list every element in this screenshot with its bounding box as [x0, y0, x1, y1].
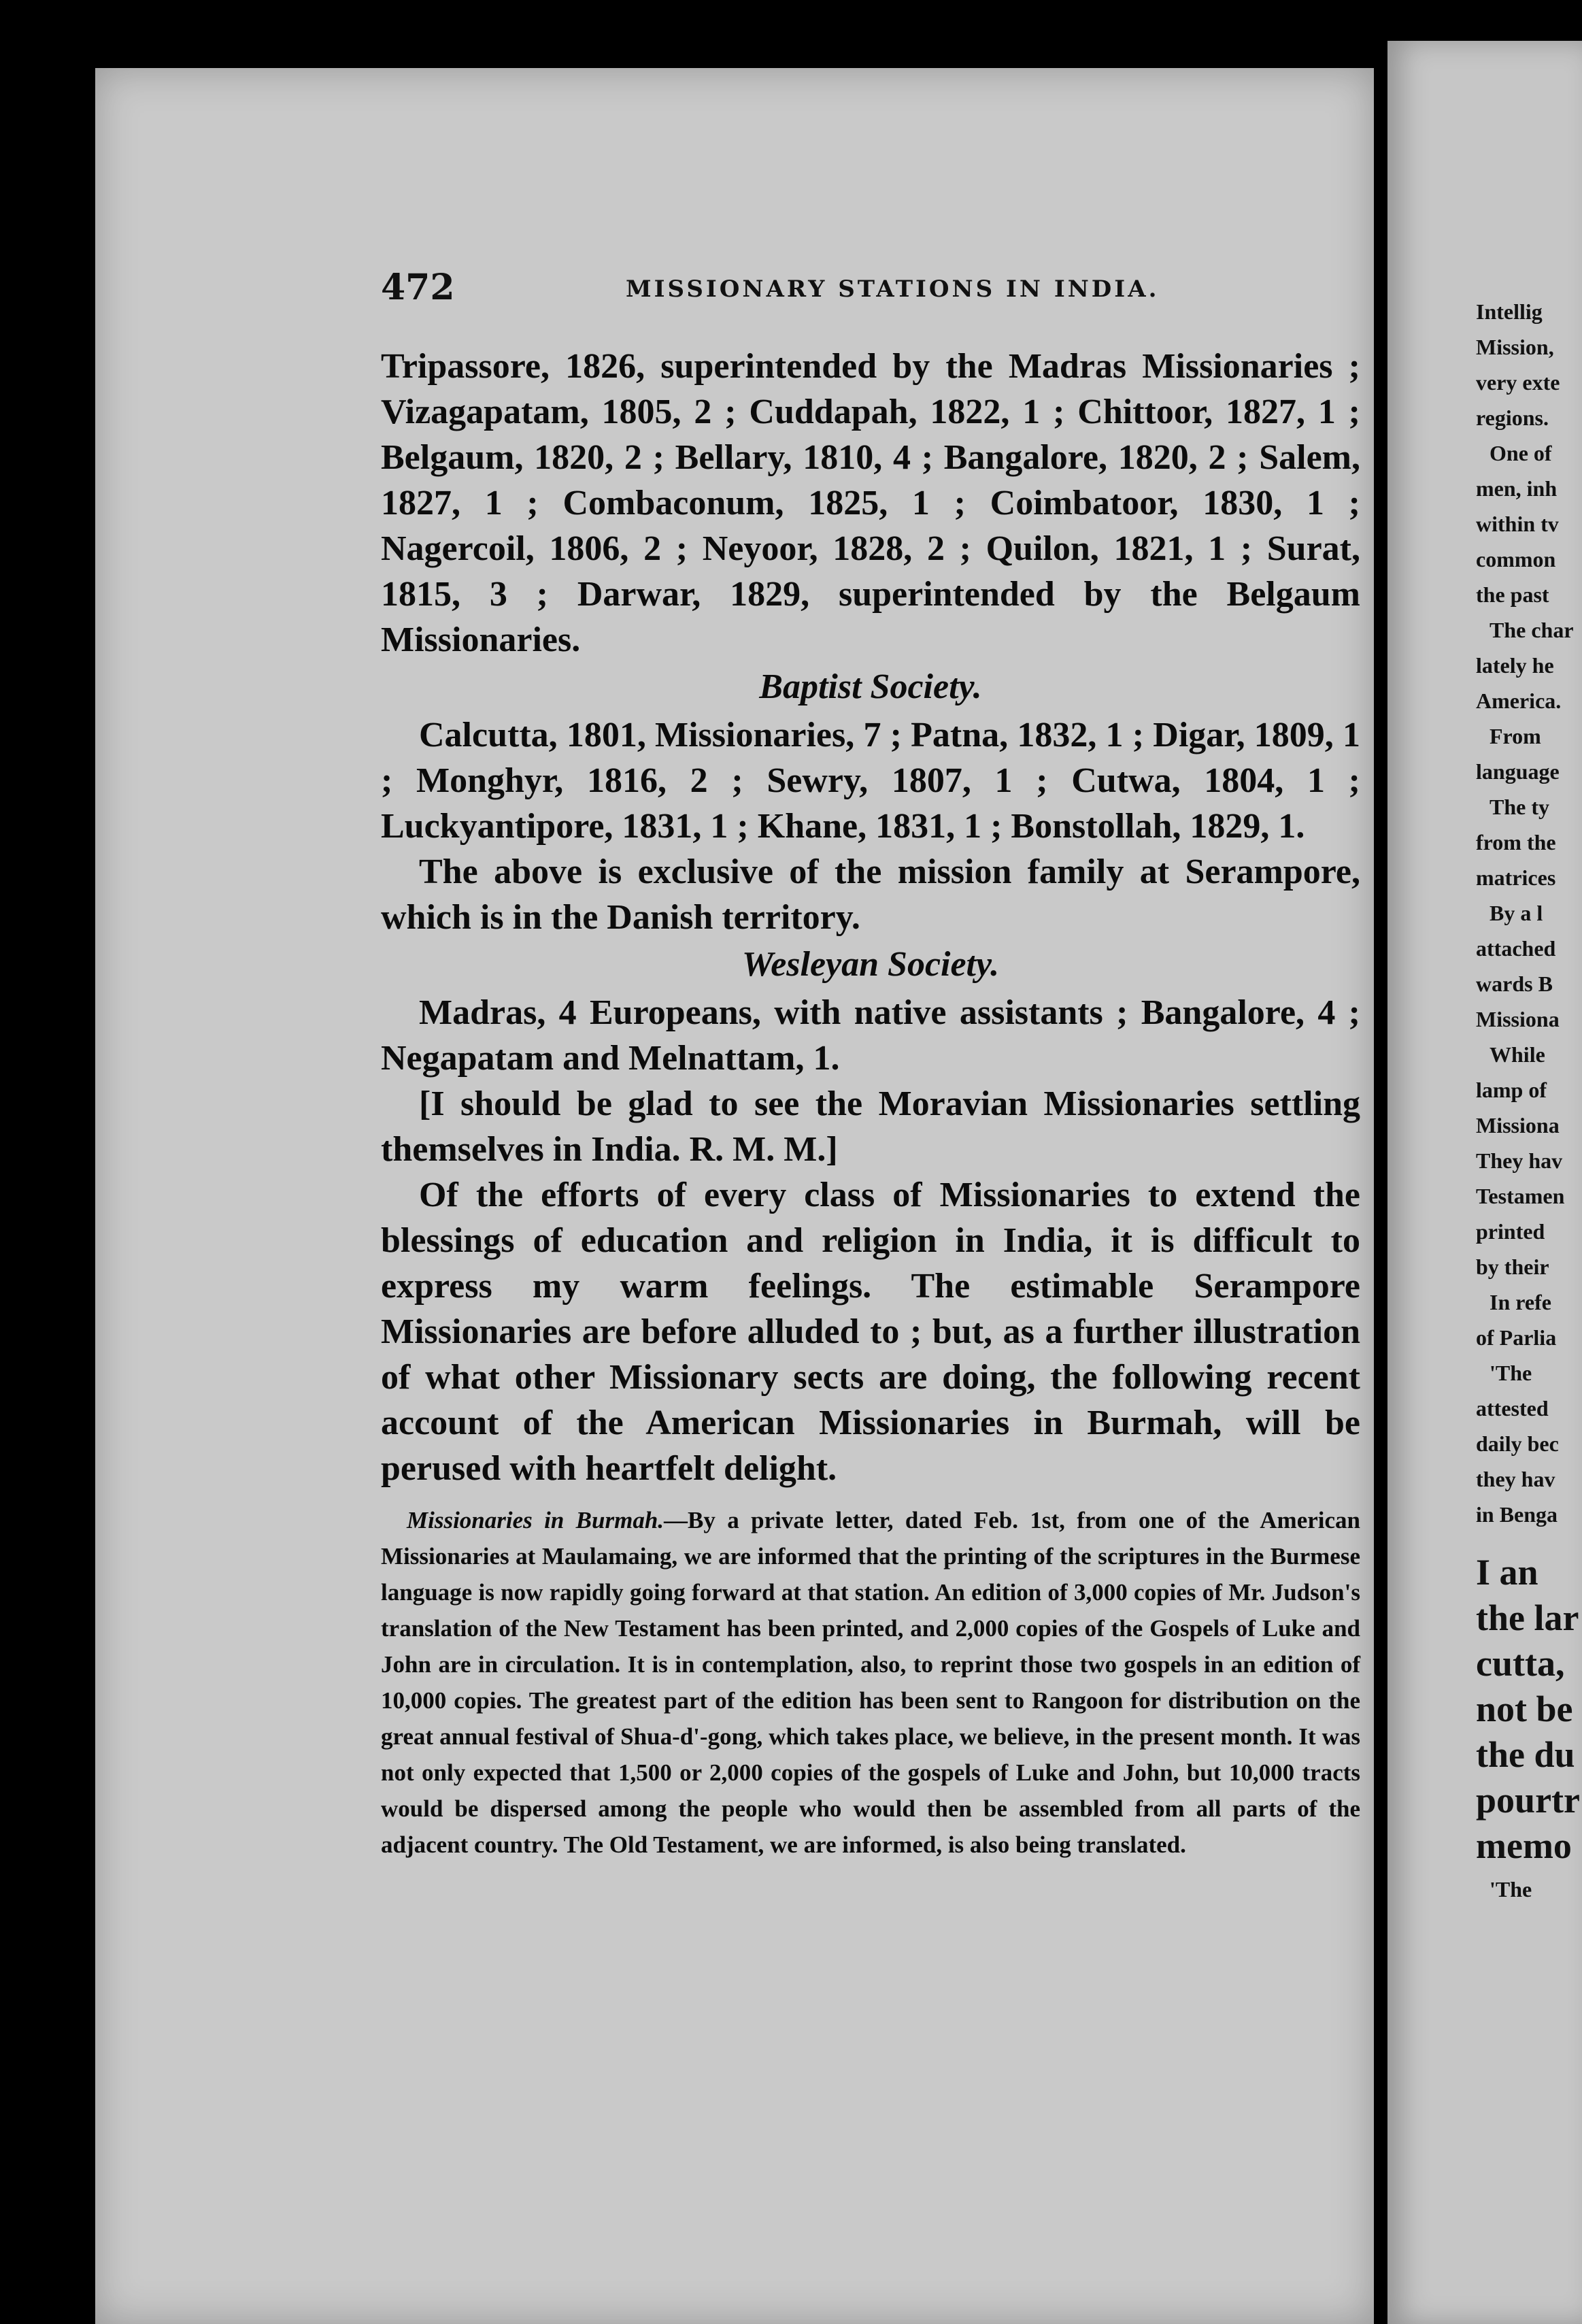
heading-baptist-society: Baptist Society.: [759, 667, 982, 706]
right-page-line: printed: [1476, 1219, 1545, 1244]
right-page-line: of Parlia: [1476, 1325, 1557, 1350]
running-title: MISSIONARY STATIONS IN INDIA.: [626, 276, 1160, 303]
right-page-line: by their: [1476, 1255, 1549, 1279]
right-page-fragment: [1387, 41, 1582, 2324]
right-page-large-line: the du: [1476, 1734, 1575, 1775]
right-page-line: They hav: [1476, 1148, 1563, 1173]
footnote-text: —By a private letter, dated Feb. 1st, from one of the American Missionaries at Maulamaing, we are informed that the printing of the scriptures in the Burmese language is now rapidly going forward at that station. An edition of 3,000 copies of Mr. Judson's translation of the New Testament has been printed, and 2,000 copies of the Gospels of Luke and John are in circulation. It is in contemplation, also, to reprint those two gospels in an edition of 10,000 copies. The greatest part of the edition has been sent to Rangoon for distribution on the great annual festival of Shua-d'-gong, which takes place, we believe, in the present month. It was not only expected that 1,500 or 2,000 copies of the gospels of Luke and John, but 10,000 tracts would be dispersed among the people who would then be assembled from all parts of the adjacent country. The Old Testament, we are informed, is also being translated.: [381, 1507, 1360, 1858]
paragraph-moravian-note: [I should be glad to see the Moravian Missionaries settling themselves in India. R. M. M.]: [381, 1084, 1360, 1169]
right-page-line: The char: [1490, 618, 1574, 642]
right-page-line: they hav: [1476, 1467, 1555, 1491]
page-number: 472: [381, 267, 455, 308]
footnote-burmah: [381, 1502, 1360, 1863]
right-page-line: From: [1490, 724, 1541, 748]
right-page-line: daily bec: [1476, 1431, 1559, 1456]
right-page-last-line: 'The: [1490, 1877, 1532, 1902]
right-page-line: Testamen: [1476, 1184, 1565, 1208]
right-page-line: Mission,: [1476, 335, 1554, 359]
right-page-line: While: [1490, 1042, 1545, 1067]
right-page-line: from the: [1476, 830, 1556, 854]
right-page-line: The ty: [1490, 795, 1549, 819]
paragraph-serampore-note: The above is exclusive of the mission family at Serampore, which is in the Danish territory.: [381, 852, 1360, 937]
right-page-line: attested: [1476, 1396, 1549, 1421]
right-page-line: 'The: [1490, 1361, 1532, 1385]
left-page: [95, 68, 1374, 2324]
right-page-line: attached: [1476, 936, 1556, 961]
right-page-large-line: I an: [1476, 1552, 1538, 1593]
right-page-large-line: not be: [1476, 1689, 1573, 1729]
paragraph-madras-stations: Tripassore, 1826, superintended by the Madras Missionaries ; Vizagapatam, 1805, 2 ; Cuddapah, 1822, 1 ; Chittoor, 1827, 1 ; Belgaum, 1820, 2 ; Bellary, 1810, 4 ; Bangalore, 1820, 2 ; Salem, 1827, 1 ; Combaconum, 1825, 1 ; Coimbatoor, 1830, 1 ; Nagercoil, 1806, 2 ; Neyoor, 1828, 2 ; Quilon, 1821, 1 ; Surat, 1815, 3 ; Darwar, 1829, superintended by the Belgaum Missionaries.: [381, 347, 1360, 659]
right-page-line: America.: [1476, 688, 1562, 713]
right-page-line: Missiona: [1476, 1007, 1560, 1031]
right-page-line: very exte: [1476, 370, 1560, 395]
right-page-line: language: [1476, 759, 1560, 784]
right-page-line: By a l: [1490, 901, 1543, 925]
right-page-line: common: [1476, 547, 1556, 571]
right-page-large-line: cutta,: [1476, 1643, 1565, 1684]
body-text: [381, 344, 1360, 1863]
right-page-line: men, inh: [1476, 476, 1558, 501]
right-page-line: lately he: [1476, 653, 1554, 678]
paragraph-baptist-stations: Calcutta, 1801, Missionaries, 7 ; Patna, 1832, 1 ; Digar, 1809, 1 ; Monghyr, 1816, 2 ; Sewry, 1807, 1 ; Cutwa, 1804, 1 ; Luckyantipore, 1831, 1 ; Khane, 1831, 1 ; Bonstollah, 1829, 1.: [381, 716, 1360, 846]
right-page-line: wards B: [1476, 972, 1553, 996]
right-page-line: the past: [1476, 582, 1549, 607]
right-page-large-line: the lar: [1476, 1597, 1579, 1638]
paragraph-efforts: Of the efforts of every class of Missionaries to extend the blessings of education and religion in India, it is difficult to express my warm feelings. The estimable Serampore Missionaries are before alluded to ; but, as a further illustration of what other Missionary sects are doing, the following recent account of the American Missionaries in Burmah, will be perused with heartfelt delight.: [381, 1176, 1360, 1488]
right-page-line: matrices: [1476, 865, 1556, 890]
heading-wesleyan-society: Wesleyan Society.: [741, 945, 1000, 984]
right-page-line: Intellig: [1476, 299, 1543, 324]
right-page-line: lamp of: [1476, 1078, 1547, 1102]
right-page-line: regions.: [1476, 405, 1549, 430]
footnote-lead: Missionaries in Burmah.: [407, 1507, 664, 1533]
right-page-line: in Benga: [1476, 1502, 1558, 1527]
right-page-line: In refe: [1490, 1290, 1551, 1314]
paragraph-wesleyan-stations: Madras, 4 Europeans, with native assistants ; Bangalore, 4 ; Negapatam and Melnattam, 1.: [381, 993, 1360, 1078]
right-page-line: within tv: [1476, 512, 1559, 536]
right-page-line: One of: [1490, 441, 1552, 465]
right-page-large-line: pourtr: [1476, 1780, 1580, 1821]
right-page-line: Missiona: [1476, 1113, 1560, 1138]
right-page-large-line: memo: [1476, 1825, 1572, 1866]
